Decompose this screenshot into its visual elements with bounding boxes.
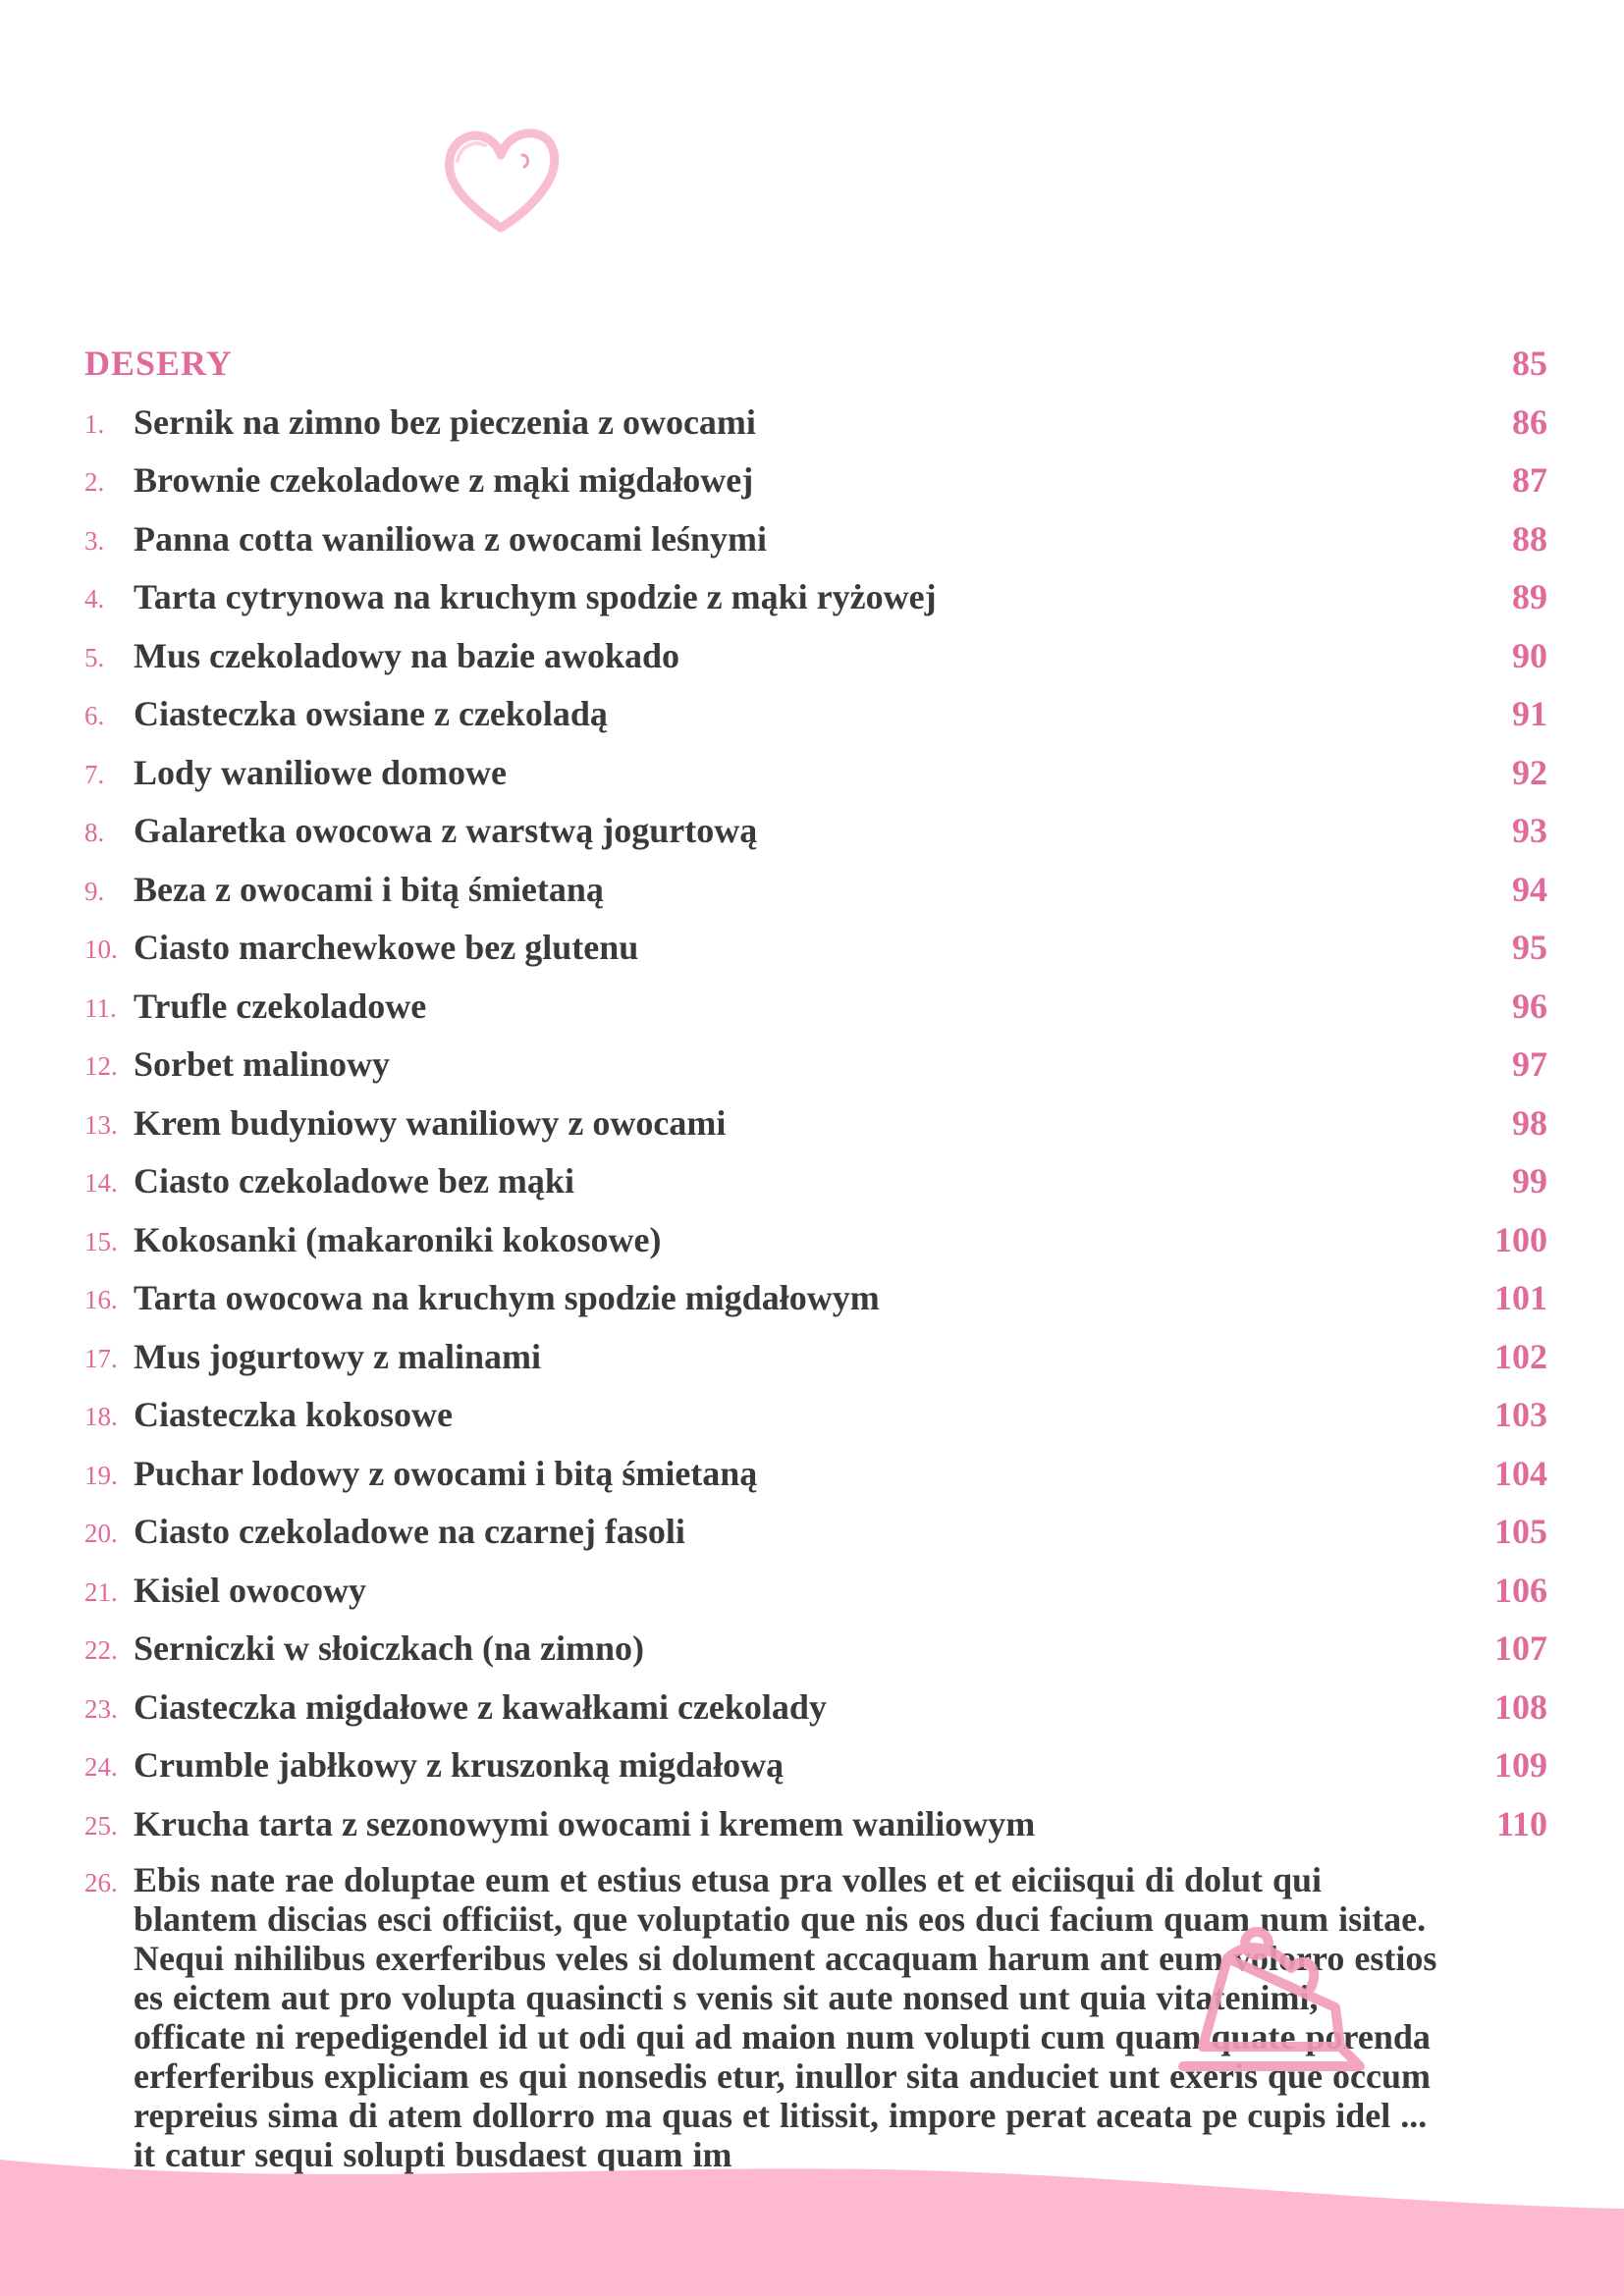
toc-entries [84, 398, 1547, 1858]
entry-page-number: 110 [1495, 1803, 1547, 1843]
toc-entry[interactable] [84, 1624, 1547, 1682]
toc-entry[interactable] [84, 982, 1547, 1041]
entry-title: Kokosanki (makaroniki kokosowe) [134, 1219, 662, 1259]
entry-page-number: 105 [1494, 1512, 1547, 1551]
entry-number: 20. [84, 1519, 118, 1548]
toc-entry[interactable] [84, 1740, 1547, 1799]
entry-page-number: 106 [1494, 1570, 1547, 1610]
entry-number: 22. [84, 1635, 118, 1665]
entry-title: Mus czekoladowy na bazie awokado [134, 635, 680, 675]
entry-title: Ciasto czekoladowe na czarnej fasoli [134, 1512, 685, 1551]
entry-number: 18. [84, 1402, 118, 1431]
entry-title: Lody waniliowe domowe [134, 752, 508, 792]
entry-title: Kisiel owocowy [134, 1570, 366, 1610]
entry-number: 11. [84, 992, 117, 1023]
decorative-wave [0, 2140, 1624, 2296]
entry-number: 7. [84, 759, 105, 789]
heart-outline-icon [440, 126, 562, 236]
entry-page-number: 107 [1494, 1629, 1547, 1668]
entry-page-number: 100 [1494, 1219, 1547, 1259]
toc-entry[interactable] [84, 1098, 1547, 1157]
entry-page-number: 104 [1494, 1453, 1547, 1493]
toc-entry[interactable] [84, 514, 1547, 573]
toc-entry[interactable] [84, 1682, 1547, 1741]
entry-number: 12. [84, 1051, 118, 1081]
entry-page-number: 102 [1494, 1336, 1547, 1376]
entry-title: Puchar lodowy z owocami i bitą śmietaną [134, 1453, 758, 1493]
toc-entry[interactable] [84, 806, 1547, 865]
entry-number: 3. [84, 525, 105, 556]
entry-number: 15. [84, 1226, 118, 1256]
entry-title: Serniczki w słoiczkach (na zimno) [134, 1629, 644, 1668]
toc-entry[interactable] [84, 1566, 1547, 1625]
entry-number: 4. [84, 584, 105, 614]
entry-page-number: 86 [1512, 401, 1547, 442]
entry-page-number: 95 [1512, 928, 1547, 967]
toc-entry[interactable] [84, 1332, 1547, 1391]
entry-page-number: 88 [1512, 518, 1547, 559]
toc-entry[interactable] [84, 398, 1547, 456]
toc-entry[interactable] [84, 1215, 1547, 1274]
entry-page-number: 89 [1512, 577, 1547, 616]
entry-title: Sorbet malinowy [134, 1044, 390, 1084]
toc-entry[interactable] [84, 455, 1547, 514]
toc-entry[interactable] [84, 923, 1547, 982]
toc-entry[interactable] [84, 689, 1547, 748]
entry-title: Tarta cytrynowa na kruchym spodzie z mąki ryżowej [134, 577, 937, 616]
entry-page-number: 96 [1512, 986, 1547, 1026]
entry-number: 19. [84, 1460, 118, 1490]
toc-section-header[interactable] [84, 339, 1547, 398]
entry-number: 2. [84, 467, 105, 497]
toc-entry[interactable] [84, 1507, 1547, 1566]
entry-number: 6. [84, 701, 105, 730]
toc-entry[interactable] [84, 1390, 1547, 1449]
entry-title: Krucha tarta z sezonowymi owocami i kremem waniliowym [134, 1803, 1036, 1843]
entry-title: Crumble jabłkowy z kruszonką migdałową [134, 1745, 785, 1785]
toc-entry[interactable] [84, 1449, 1547, 1508]
entry-title: Brownie czekoladowe z mąki migdałowej [134, 460, 754, 500]
entry-page-number: 101 [1494, 1278, 1547, 1317]
entry-paragraph: Ebis nate rae doluptae eum et estius etusa pra volles et et eiciisqui di dolut qui blantem discias esci officiist, que voluptatio que nis eos duci facium quam num isitae. Nequi nihilibus exerferibus veles si dolument accaquam harum ant eum volorro estios es eictem aut pro volupta quasincti s venis sit aute nonsed unt quia vitatenimi, officate ni repedigendel id ut odi qui ad maion num volupti cum quam quate porenda erferferibus expliciam es qui nonsedis etur, inullor sita anduciet unt exeris que occum repreius sima di atem dollorro ma quas et litissit, impore perat aceata pe cupis idel ... it catur sequi solupti busdaest quam im [134, 1860, 1437, 2174]
entry-page-number: 99 [1512, 1161, 1547, 1201]
toc-entry[interactable] [84, 572, 1547, 631]
toc-entry[interactable] [84, 631, 1547, 690]
entry-title: Krem budyniowy waniliowy z owocami [134, 1102, 727, 1143]
entry-page-number: 103 [1494, 1395, 1547, 1434]
section-page-number: 85 [1512, 344, 1547, 383]
entry-number: 10. [84, 934, 118, 964]
entry-title: Galaretka owocowa z warstwą jogurtową [134, 811, 758, 850]
entry-page-number: 97 [1512, 1044, 1547, 1084]
toc-entry[interactable] [84, 865, 1547, 924]
entry-title: Ciasto marchewkowe bez glutenu [134, 928, 639, 967]
toc-entry[interactable] [84, 1273, 1547, 1332]
entry-number: 8. [84, 818, 105, 847]
entry-page-number: 91 [1512, 694, 1547, 733]
entry-title: Ciasteczka migdałowe z kawałkami czekolady [134, 1686, 827, 1727]
entry-page-number: 87 [1512, 460, 1547, 500]
table-of-contents [84, 339, 1547, 1857]
entry-number: 26. [84, 1868, 118, 1897]
entry-number: 5. [84, 642, 105, 672]
entry-page-number: 109 [1494, 1745, 1547, 1785]
entry-number: 21. [84, 1576, 118, 1607]
entry-number: 16. [84, 1285, 118, 1314]
entry-title: Ciasteczka kokosowe [134, 1395, 453, 1434]
entry-title: Panna cotta waniliowa z owocami leśnymi [134, 518, 767, 559]
entry-title: Beza z owocami i bitą śmietaną [134, 869, 604, 909]
entry-page-number: 98 [1512, 1102, 1547, 1143]
entry-page-number: 94 [1512, 869, 1547, 909]
entry-title: Sernik na zimno bez pieczenia z owocami [134, 401, 756, 442]
entry-number: 9. [84, 876, 105, 906]
entry-number: 23. [84, 1693, 118, 1724]
toc-entry[interactable] [84, 1156, 1547, 1215]
entry-page-number: 108 [1494, 1686, 1547, 1727]
entry-page-number: 90 [1512, 635, 1547, 675]
entry-number: 17. [84, 1343, 118, 1373]
entry-title: Ciasteczka owsiane z czekoladą [134, 694, 608, 733]
toc-entry[interactable] [84, 1799, 1547, 1858]
section-title: DESERY [84, 344, 233, 383]
entry-title: Mus jogurtowy z malinami [134, 1336, 541, 1376]
toc-entry[interactable] [84, 1040, 1547, 1098]
entry-title: Tarta owocowa na kruchym spodzie migdałowym [134, 1278, 880, 1317]
entry-number: 13. [84, 1109, 118, 1140]
toc-entry[interactable] [84, 748, 1547, 807]
entry-title: Ciasto czekoladowe bez mąki [134, 1161, 574, 1201]
entry-number: 24. [84, 1752, 118, 1782]
entry-page-number: 93 [1512, 811, 1547, 850]
cake-slice-icon [1173, 1899, 1370, 2096]
entry-page-number: 92 [1512, 752, 1547, 792]
entry-number: 1. [84, 408, 105, 439]
entry-title: Trufle czekoladowe [134, 986, 427, 1026]
entry-number: 14. [84, 1168, 118, 1198]
entry-number: 25. [84, 1810, 118, 1841]
